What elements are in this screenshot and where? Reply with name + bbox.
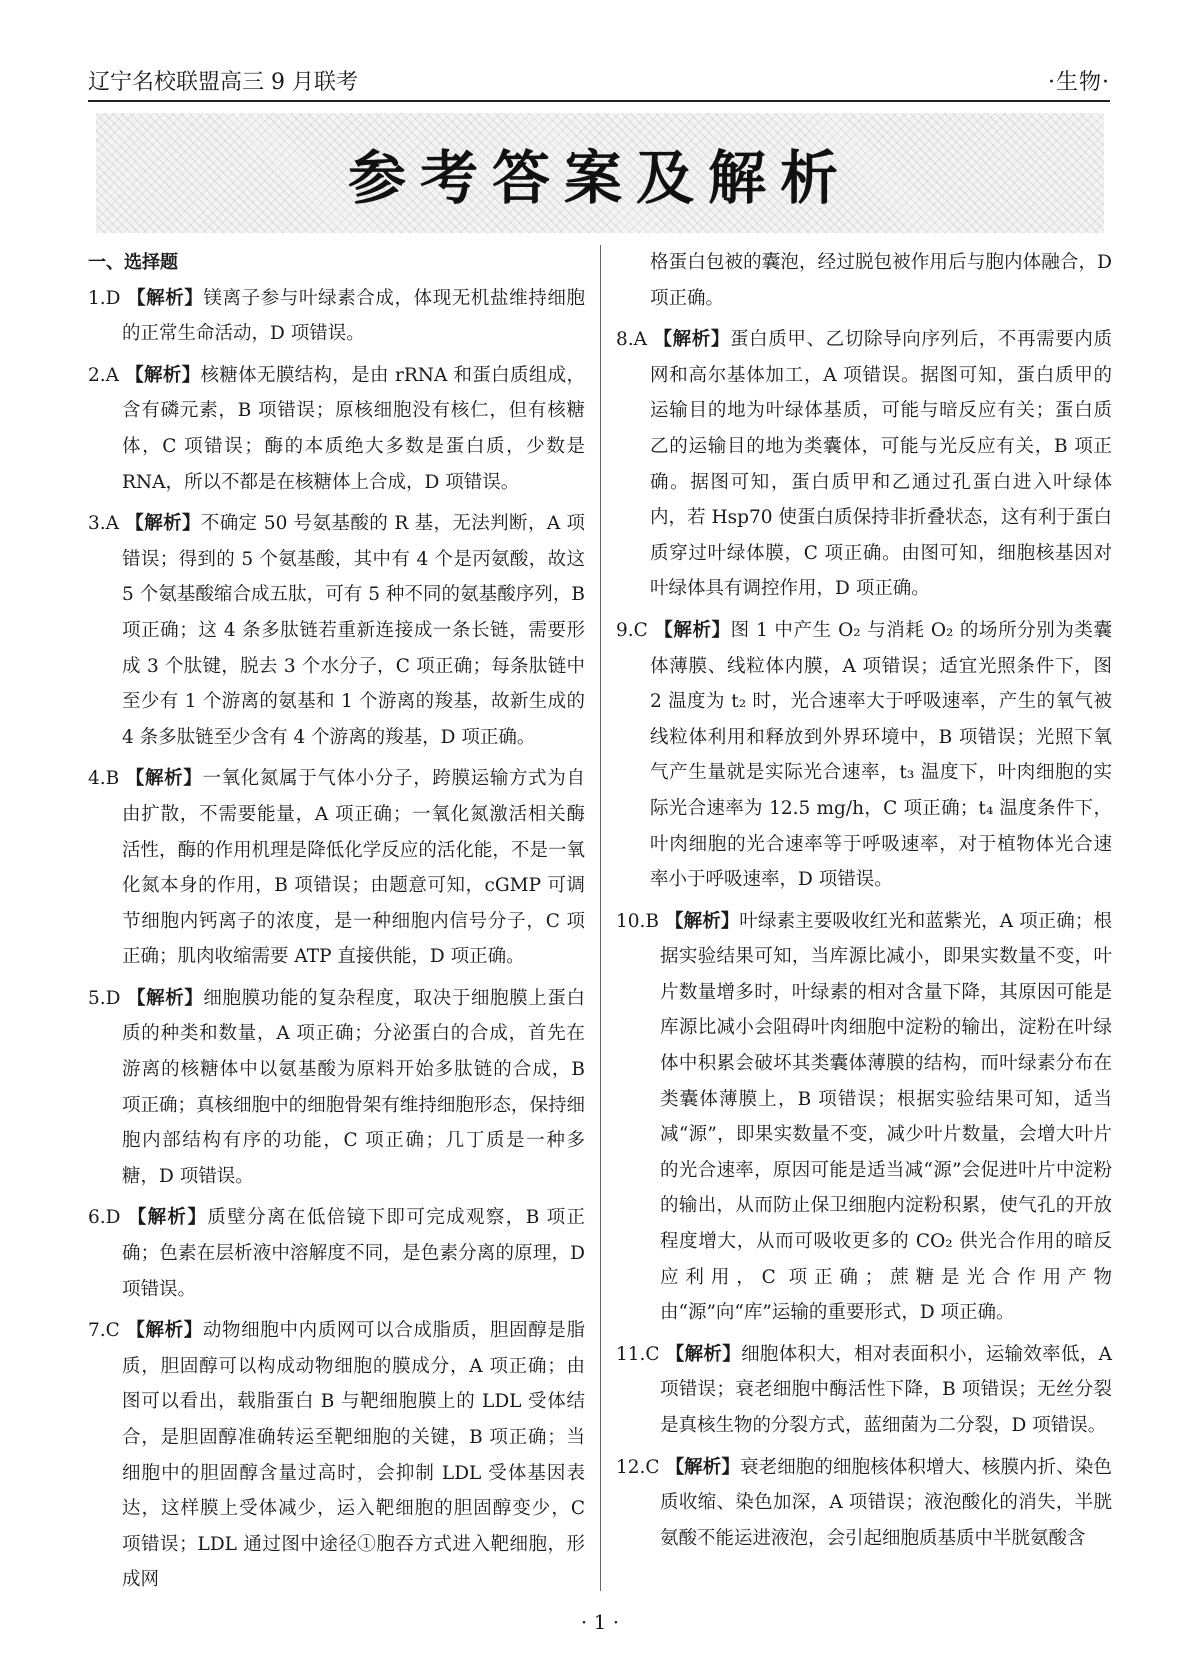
answer-item (616, 904, 1112, 1331)
analysis-text: 质壁分离在低倍镜下即可完成观察，B 项正确；色素在层析液中溶解度不同，是色素分离的原理，D 项错误。 (122, 1207, 585, 1300)
analysis-tag: 【解析】 (125, 768, 203, 790)
analysis-text: 细胞膜功能的复杂程度，取决于细胞膜上蛋白质的种类和数量，A 项正确；分泌蛋白的合成，首先在游离的核糖体中以氨基酸为原料开始多肽链的合成，B 项正确；真核细胞中的细胞骨架有维持细胞形态，保持细胞内部结构有序的功能，C 项正确；几丁质是一种多糖，D 项错误。 (122, 987, 585, 1187)
analysis-text: 核糖体无膜结构，是由 rRNA 和蛋白质组成，含有磷元素，B 项错误；原核细胞没有核仁，但有核糖体，C 项错误；酶的本质绝大多数是蛋白质，少数是 RNA，所以不都是在核糖体上合成，D 项错误。 (122, 364, 585, 493)
answer-number: 3.A (88, 513, 126, 535)
answer-number: 8.A (616, 329, 654, 351)
answer-item (88, 981, 585, 1195)
analysis-tag: 【解析】 (126, 987, 204, 1009)
analysis-tag: 【解析】 (665, 1456, 740, 1478)
analysis-tag: 【解析】 (125, 513, 201, 535)
analysis-text: 衰老细胞的细胞核体积增大、核膜内折、染色质收缩、染色加深，A 项错误；液泡酸化的消失，半胱氨酸不能运进液泡，会引起细胞质基质中半胱氨酸含 (660, 1456, 1112, 1549)
analysis-text: 图 1 中产生 O₂ 与消耗 O₂ 的场所分别为类囊体薄膜、线粒体内膜，A 项错误；适宜光照条件下，图 2 温度为 t₂ 时，光合速率大于呼吸速率，产生的氧气被线粒体利用和释放到外界环境中，B 项错误；光照下氧气产生量就是实际光合速率，t₃ 温度下，叶肉细胞的实际光合速率为 12.5 mg/h，C 项正确；t₄ 温度条件下，叶肉细胞的光合速率等于呼吸速率，对于植物体光合速率小于呼吸速率，D 项错误。 (650, 619, 1112, 891)
answer-item (88, 281, 585, 352)
analysis-tag: 【解析】 (126, 1320, 203, 1342)
answer-number: 6.D (88, 1207, 128, 1229)
column-divider (600, 245, 601, 1591)
section-heading: 一、选择题 (88, 252, 178, 273)
analysis-tag: 【解析】 (654, 619, 731, 641)
answer-item (88, 761, 585, 975)
answer-item (616, 1337, 1112, 1444)
answer-number: 12.C (616, 1456, 666, 1478)
answer-number: 5.D (88, 987, 127, 1009)
answer-number: 1.D (88, 287, 127, 309)
answer-item (88, 1200, 585, 1307)
analysis-text: 蛋白质甲、乙切除导向序列后，不再需要内质网和高尔基体加工，A 项错误。据图可知，蛋白质甲的运输目的地为叶绿体基质，可能与暗反应有关；蛋白质乙的运输目的地为类囊体，可能与光反应有关，B 项正确。据图可知，蛋白质甲和乙通过孔蛋白进入叶绿体内，若 Hsp70 使蛋白质保持非折叠状态，这有利于蛋白质穿过叶绿体膜，C 项正确。由图可知，细胞核基因对叶绿体具有调控作用，D 项正确。 (650, 329, 1112, 600)
answer-continuation: 格蛋白包被的囊泡，经过脱包被作用后与胞内体融合，D 项正确。 (650, 252, 1112, 309)
answer-number: 11.C (616, 1343, 666, 1365)
analysis-tag: 【解析】 (125, 364, 201, 386)
page-number: · 1 · (580, 1610, 620, 1634)
analysis-text: 一氧化氮属于气体小分子，跨膜运输方式为自由扩散，不需要能量，A 项正确；一氧化氮激活相关酶活性，酶的作用机理是降低化学反应的活化能，不是一氧化氮本身的作用，B 项错误；由题意可知，cGMP 可调节细胞内钙离子的浓度，是一种细胞内信号分子，C 项正确；肌肉收缩需要 ATP 直接供能，D 项正确。 (122, 768, 585, 968)
analysis-tag: 【解析】 (126, 287, 204, 309)
answer-number: 4.B (88, 768, 126, 790)
answer-list-right (616, 322, 1112, 1556)
analysis-text: 细胞体积大，相对表面积小，运输效率低，A 项错误；衰老细胞中酶活性下降，B 项错误；无丝分裂是真核生物的分裂方式，蓝细菌为二分裂，D 项错误。 (660, 1343, 1112, 1436)
answer-item (88, 1313, 585, 1598)
answer-item (616, 613, 1112, 898)
analysis-text: 动物细胞中内质网可以合成脂质，胆固醇是脂质，胆固醇可以构成动物细胞的膜成分，A 项正确；由图可以看出，载脂蛋白 B 与靶细胞膜上的 LDL 受体结合，是胆固醇准确转运至靶细胞的关键，B 项正确；当细胞中的胆固醇含量过高时，会抑制 LDL 受体基因表达，这样膜上受体减少，运入靶细胞的胆固醇变少，C 项错误；LDL 通过图中途径①胞吞方式进入靶细胞，形成网 (122, 1320, 585, 1591)
analysis-text: 镁离子参与叶绿素合成，体现无机盐维持细胞的正常生命活动，D 项错误。 (122, 287, 585, 345)
page-title: 参考答案及解析 (347, 144, 852, 212)
header-left: 辽宁名校联盟高三 9 月联考 (88, 70, 358, 95)
answer-number: 7.C (88, 1320, 127, 1342)
right-column (616, 245, 1112, 1596)
answer-list-left (88, 281, 585, 1598)
analysis-text: 叶绿素主要吸收红光和蓝紫光，A 项正确；根据实验结果可知，当库源比减小，即果实数量不变，叶片数量增多时，叶绿素的相对含量下降，其原因可能是库源比减小会阻碍叶肉细胞中淀粉的输出，淀粉在叶绿体中积累会破坏其类囊体薄膜的结构，而叶绿素分布在类囊体薄膜上，B 项错误；根据实验结果可知，适当减“源”，即果实数量不变，减少叶片数量，会增大叶片的光合速率，原因可能是适当减“源”会促进叶片中淀粉的输出，从而防止保卫细胞内淀粉积累，使气孔的开放程度增大，从而可吸收更多的 CO₂ 供光合作用的暗反应利用，C 项正确；蔗糖是光合作用产物由“源”向“库”运输的重要形式，D 项正确。 (660, 910, 1112, 1324)
analysis-text: 不确定 50 号氨基酸的 R 基，无法判断，A 项错误；得到的 5 个氨基酸，其中有 4 个是丙氨酸，故这 5 个氨基酸缩合成五肽，可有 5 种不同的氨基酸序列，B 项正确；这 4 条多肽链若重新连接成一条长链，需要形成 3 个肽键，脱去 3 个水分子，C 项正确；每条肽链中至少有 1 个游离的氨基和 1 个游离的羧基，故新生成的 4 条多肽链至少含有 4 个游离的羧基，D 项正确。 (122, 513, 585, 748)
analysis-tag: 【解析】 (653, 329, 731, 351)
header-subject: ·生物· (1048, 70, 1110, 95)
answer-number: 2.A (88, 364, 126, 386)
answer-item (616, 1450, 1112, 1557)
title-banner (96, 113, 1104, 233)
left-column (88, 245, 585, 1596)
answer-item (88, 506, 585, 755)
analysis-tag: 【解析】 (127, 1207, 208, 1229)
answer-number: 9.C (616, 619, 655, 641)
analysis-tag: 【解析】 (665, 910, 740, 932)
answer-number: 10.B (616, 910, 665, 932)
page-header (88, 62, 1110, 102)
answer-item (616, 322, 1112, 607)
answer-item (88, 358, 585, 500)
analysis-tag: 【解析】 (665, 1343, 742, 1365)
